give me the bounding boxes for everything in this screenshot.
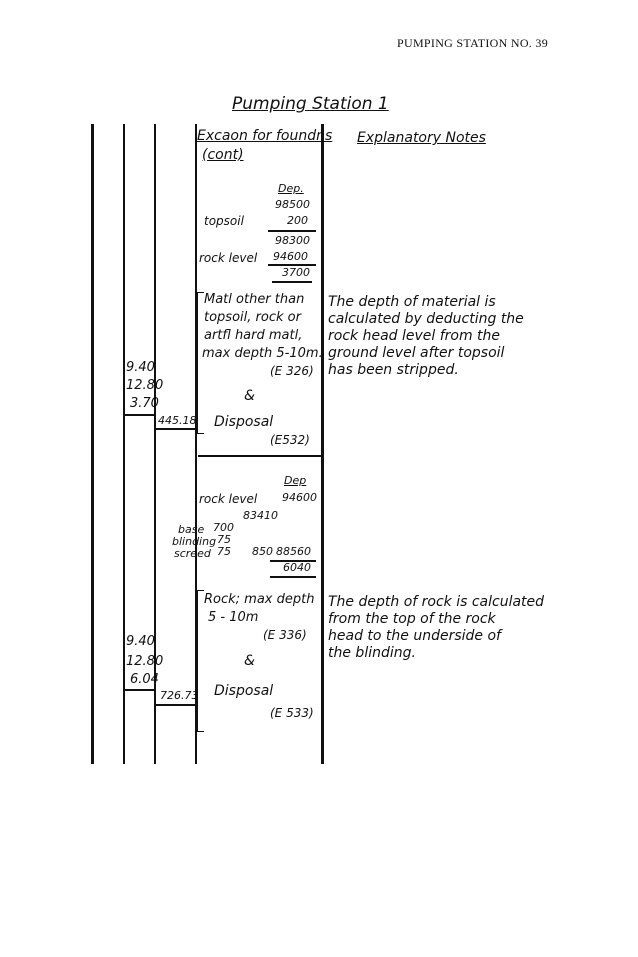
page-title: Pumping Station 1 [232,94,389,114]
item1-note: The depth of material is calculated by deducting the rock head level from the ground level after topsoil has been stripped. [328,294,524,378]
calc1-subtotal: 98300 [275,234,310,247]
item1-disposal: Disposal [214,414,274,430]
left-margin-rule [91,124,94,764]
item2-desc-line2: 5 - 10m [208,610,259,625]
dep-label-2: Dep [284,474,307,487]
item2-code: (E 336) [263,628,307,642]
rock-level-value-2: 94600 [282,491,317,504]
item2-dim-length: 9.40 [126,634,155,649]
item1-quantity-rule [154,428,196,430]
item1-end-rule [198,455,321,457]
item1-desc-line4: max depth 5-10m. [202,346,323,361]
topsoil-label: topsoil [204,214,244,228]
running-head: PUMPING STATION NO. 39 [397,36,548,50]
item2-bracket [197,590,204,732]
item2-dim-depth: 6.04 [130,672,159,687]
calc1-result: 3700 [282,266,310,279]
item1-dim-depth: 3.70 [130,396,159,411]
blinding-value: 75 [217,533,231,546]
item1-code: (E 326) [270,364,314,378]
item2-ampersand: & [244,653,255,669]
description-header-cont: (cont) [202,147,244,163]
dep-label: Dep. [278,182,304,195]
item1-disposal-code: (E532) [270,433,310,447]
topsoil-value: 200 [287,214,308,227]
ground-level-value: 98500 [275,198,310,211]
item2-note: The depth of rock is calculated from the top of the rock head to the underside of the blinding. [328,594,545,661]
notes-header: Explanatory Notes [357,130,486,146]
base-label: base [178,523,205,536]
item2-disposal-code: (E 533) [270,706,314,720]
blinding-label: blinding [172,535,217,548]
screed-value: 75 [217,545,231,558]
item2-dims-rule [123,689,155,691]
item1-ampersand: & [244,388,255,404]
base-value: 700 [213,521,234,534]
item1-desc-line3: artfl hard matl, [204,328,303,343]
screed-label: screed [174,547,211,560]
item1-quantity: 445.18 [158,414,197,427]
rock-level-label-2: rock level [199,492,258,506]
item1-dim-width: 12.80 [126,378,164,393]
item1-desc-line2: topsoil, rock or [204,310,301,325]
description-column-rule [321,124,324,764]
item1-dims-rule [123,414,155,416]
item2-dim-width: 12.80 [126,654,164,669]
item1-dim-length: 9.40 [126,360,155,375]
item2-desc-line1: Rock; max depth [204,592,315,607]
item1-desc-line1: Matl other than [204,292,305,307]
description-header: Excaon for foundns [197,128,333,144]
calc1-rule-1 [268,230,316,232]
calc2-sub-value: 83410 [243,509,278,522]
calc2-rule-2 [270,576,316,578]
rock-level-value: 94600 [273,250,308,263]
calc2-result: 6040 [283,561,311,574]
item2-disposal: Disposal [214,683,274,699]
timesing-column-rule [123,124,125,764]
item2-quantity-rule [154,704,196,706]
calc2-sum-value: 850 [252,545,273,558]
calc2-deducted: 88560 [276,545,311,558]
item1-bracket [197,292,204,434]
item2-quantity: 726.73 [160,689,199,702]
rock-level-label: rock level [199,251,258,265]
calc1-rule-3 [272,281,312,283]
